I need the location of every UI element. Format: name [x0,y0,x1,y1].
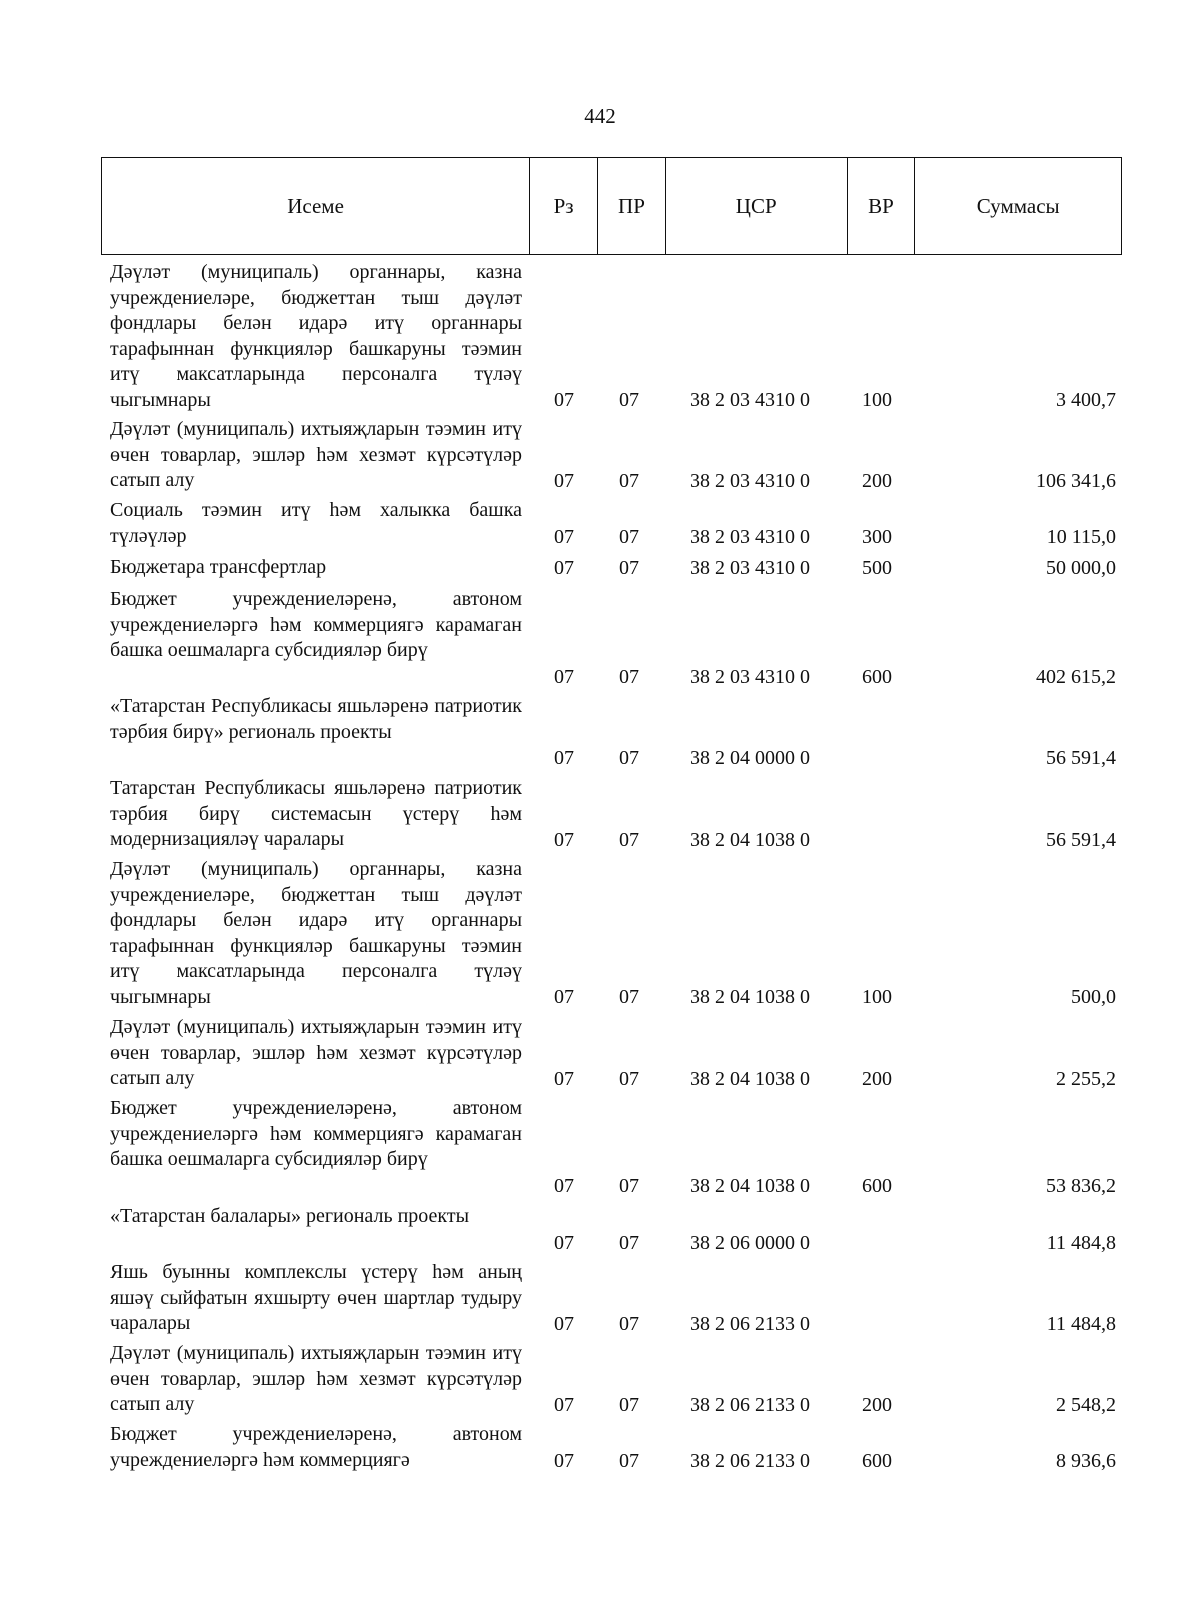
table-row [0,1015,1200,1092]
row-sum: 402 615,2 [1036,665,1116,688]
row-sum: 106 341,6 [1036,469,1116,492]
header-csr: ЦСР [665,158,847,254]
table-row [0,587,1200,690]
row-vr: 200 [862,469,892,492]
row-name: «Татарстан Республикасы яшьләренә патриотик тәрбия бирү» региональ проекты [110,695,522,743]
row-pr: 07 [619,1312,639,1335]
row-rz: 07 [554,985,574,1008]
row-rz: 07 [554,388,574,411]
row-sum: 11 484,8 [1046,1231,1116,1254]
row-name: Бюджет учреждениеләренә, автоном учреждениеләргә һәм коммерциягә [110,1423,522,1471]
row-sum: 10 115,0 [1046,525,1116,548]
row-vr: 500 [862,556,892,579]
row-rz: 07 [554,665,574,688]
row-csr: 38 2 03 4310 0 [690,525,810,548]
row-csr: 38 2 06 2133 0 [690,1393,810,1416]
row-sum: 53 836,2 [1046,1174,1116,1197]
row-pr: 07 [619,828,639,851]
row-vr: 600 [862,1449,892,1472]
table-header [101,157,1122,255]
row-pr: 07 [619,556,639,579]
row-pr: 07 [619,469,639,492]
row-sum: 500,0 [1071,985,1116,1008]
row-csr: 38 2 03 4310 0 [690,388,810,411]
row-pr: 07 [619,1393,639,1416]
row-pr: 07 [619,985,639,1008]
row-csr: 38 2 03 4310 0 [690,665,810,688]
row-sum: 50 000,0 [1046,556,1116,579]
table-row [0,1341,1200,1418]
row-sum: 11 484,8 [1046,1312,1116,1335]
row-name: Бюджет учреждениеләренә, автоном учреждениеләргә һәм коммерциягә карамаган башка оешмаларга субсидияләр бирү [110,1097,522,1170]
row-rz: 07 [554,1393,574,1416]
row-pr: 07 [619,1449,639,1472]
row-csr: 38 2 04 1038 0 [690,985,810,1008]
row-rz: 07 [554,556,574,579]
row-vr: 200 [862,1393,892,1416]
header-rz: Рз [529,158,597,254]
table-row [0,776,1200,853]
row-pr: 07 [619,746,639,769]
row-vr: 200 [862,1067,892,1090]
row-name: Татарстан Республикасы яшьләренә патриотик тәрбия бирү системасын үстерү һәм модернизацияләү чаралары [110,777,522,850]
row-vr: 100 [862,388,892,411]
row-csr: 38 2 04 1038 0 [690,1174,810,1197]
row-name: Бюджетара трансфертлар [110,556,327,578]
row-pr: 07 [619,1174,639,1197]
row-sum: 2 255,2 [1056,1067,1116,1090]
table-row [0,694,1200,771]
row-pr: 07 [619,388,639,411]
row-name: Дәүләт (муниципаль) ихтыяҗларын тәэмин итү өчен товарлар, эшләр һәм хезмәт күрсәтүләр сатып алу [110,418,522,491]
row-name: Социаль тәэмин итү һәм халыкка башка түләүләр [110,499,522,547]
row-csr: 38 2 06 2133 0 [690,1312,810,1335]
row-name: «Татарстан балалары» региональ проекты [110,1205,470,1227]
table-row [0,260,1200,413]
row-name: Дәүләт (муниципаль) органнары, казна учреждениеләре, бюджеттан тыш дәүләт фондлары белән идарә итү органнары тарафыннан функцияләр башкаруны тәэмин итү максатларында персоналга түләү чыгымнары [110,261,522,411]
header-name: Исеме [287,193,344,218]
row-rz: 07 [554,1312,574,1335]
row-name: Дәүләт (муниципаль) ихтыяҗларын тәэмин итү өчен товарлар, эшләр һәм хезмәт күрсәтүләр сатып алу [110,1016,522,1089]
row-name: Бюджет учреждениеләренә, автоном учреждениеләргә һәм коммерциягә карамаган башка оешмаларга субсидияләр бирү [110,588,522,661]
table-row [0,1204,1200,1256]
row-sum: 56 591,4 [1046,828,1116,851]
header-sum: Суммасы [914,158,1121,254]
row-rz: 07 [554,1067,574,1090]
row-csr: 38 2 06 2133 0 [690,1449,810,1472]
row-csr: 38 2 03 4310 0 [690,469,810,492]
row-vr: 300 [862,525,892,548]
row-name: Дәүләт (муниципаль) ихтыяҗларын тәэмин итү өчен товарлар, эшләр һәм хезмәт күрсәтүләр сатып алу [110,1342,522,1415]
row-sum: 56 591,4 [1046,746,1116,769]
row-vr: 600 [862,665,892,688]
row-sum: 2 548,2 [1056,1393,1116,1416]
row-sum: 3 400,7 [1056,388,1116,411]
row-csr: 38 2 04 1038 0 [690,828,810,851]
row-rz: 07 [554,1231,574,1254]
row-pr: 07 [619,665,639,688]
table-row [0,857,1200,1010]
header-pr: ПР [597,158,665,254]
header-vr: ВР [847,158,915,254]
row-rz: 07 [554,525,574,548]
row-sum: 8 936,6 [1056,1449,1116,1472]
table-row [0,498,1200,550]
row-name: Дәүләт (муниципаль) органнары, казна учреждениеләре, бюджеттан тыш дәүләт фондлары белән идарә итү органнары тарафыннан функцияләр башкаруны тәэмин итү максатларында персоналга түләү чыгымнары [110,858,522,1008]
row-pr: 07 [619,1067,639,1090]
row-csr: 38 2 06 0000 0 [690,1231,810,1254]
row-csr: 38 2 04 1038 0 [690,1067,810,1090]
table-row [0,417,1200,494]
row-pr: 07 [619,525,639,548]
row-vr: 100 [862,985,892,1008]
row-name: Яшь буынны комплекслы үстерү һәм аның яшәү сыйфатын яхшырту өчен шартлар тудыру чаралары [110,1261,522,1334]
row-rz: 07 [554,828,574,851]
row-vr: 600 [862,1174,892,1197]
row-rz: 07 [554,1449,574,1472]
table-row [0,1260,1200,1337]
row-rz: 07 [554,746,574,769]
table-row [0,1422,1200,1474]
table-row [0,1096,1200,1199]
row-rz: 07 [554,1174,574,1197]
page-number: 442 [584,104,616,128]
table-row [0,555,1200,581]
row-pr: 07 [619,1231,639,1254]
row-csr: 38 2 03 4310 0 [690,556,810,579]
row-rz: 07 [554,469,574,492]
row-csr: 38 2 04 0000 0 [690,746,810,769]
